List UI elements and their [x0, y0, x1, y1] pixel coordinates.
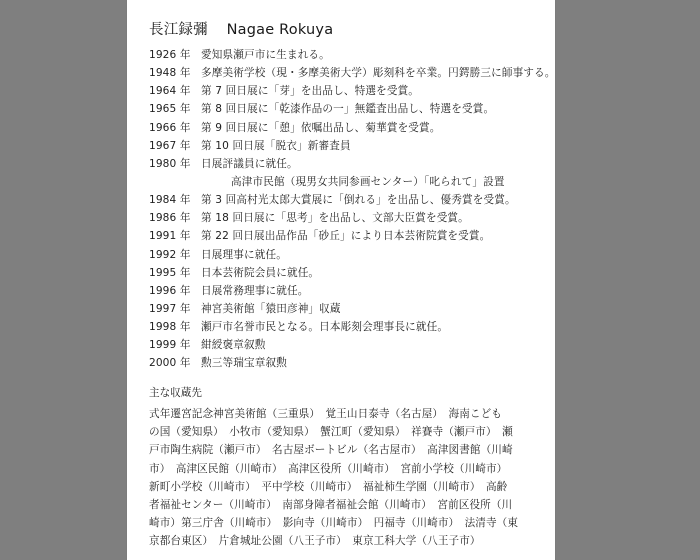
timeline-event: 瀬戸市名誉市民となる。日本彫刻会理事長に就任。	[201, 321, 449, 334]
timeline-row	[149, 82, 549, 100]
collections-line: 市） 高津区民館（川崎市） 高津区役所（川崎市） 宮前小学校（川崎市）	[149, 462, 508, 475]
timeline-event: 第 18 回日展に「思考」を出品し、文部大臣賞を受賞。	[201, 212, 469, 225]
timeline-event: 紺綬褒章叙勲	[201, 339, 266, 352]
collections-heading: 主な収蔵先	[149, 387, 202, 399]
timeline-event: 日展評議員に就任。	[201, 157, 298, 170]
timeline-row	[149, 336, 549, 354]
timeline-year: 1980 年	[149, 157, 191, 170]
timeline-row	[149, 264, 549, 282]
timeline-event: 日展理事に就任。	[201, 248, 287, 261]
timeline-row	[149, 318, 549, 336]
timeline-event: 第 22 回日展出品作品「砂丘」により日本芸術院賞を受賞。	[201, 230, 491, 243]
timeline-event: 高津市民館（現男女共同参画センター）「叱られて」設置	[231, 175, 505, 188]
collections-line: 京都台東区） 片倉城址公園（八王子市） 東京工科大学（八王子市）	[149, 535, 481, 548]
collections-line: 式年遷宮記念神宮美術館（三重県） 覚王山日泰寺（名古屋） 海南こども	[149, 408, 502, 420]
timeline-year: 1926 年	[149, 49, 191, 61]
timeline-year: 1991 年	[149, 230, 191, 243]
collections-list	[149, 405, 529, 551]
timeline-year: 1966 年	[149, 121, 191, 134]
timeline-year: 1992 年	[149, 248, 191, 261]
timeline-row	[149, 300, 549, 318]
timeline-year: 1948 年	[149, 67, 191, 80]
timeline-row	[149, 137, 549, 155]
timeline-row	[149, 191, 549, 209]
timeline-row-continued	[149, 173, 549, 191]
timeline-event: 愛知県瀬戸市に生まれる。	[201, 49, 330, 61]
timeline-year: 2000 年	[149, 357, 191, 370]
collections-line: 者福祉センター（川崎市） 南部身障者福祉会館（川崎市） 宮前区役所（川	[149, 498, 513, 511]
timeline-year: 1964 年	[149, 85, 191, 98]
timeline-row	[149, 46, 549, 64]
timeline	[149, 46, 556, 373]
timeline-row	[149, 246, 549, 264]
timeline-row	[149, 282, 549, 300]
document-page	[127, 0, 555, 560]
timeline-event: 第 10 回日展「脱衣」新審査員	[201, 139, 351, 152]
collections-line: 崎市）第三庁舎（川崎市） 影向寺（川崎市） 円福寺（川崎市） 法清寺（東	[149, 517, 519, 530]
timeline-row	[149, 64, 556, 82]
title-name-en: Nagae Rokuya	[226, 22, 334, 38]
collections-line: 新町小学校（川崎市） 平中学校（川崎市） 福祉柿生学園（川崎市） 高齢	[149, 480, 508, 493]
timeline-event: 第 3 回高村光太郎大賞展に「倒れる」を出品し、優秀賞を受賞。	[201, 194, 516, 207]
timeline-event: 第 8 回日展に「乾漆作品の一」無鑑査出品し、特選を受賞。	[201, 103, 495, 116]
collections-line: 戸市陶生病院（瀬戸市） 名古屋ボートビル（名古屋市） 高津図書館（川崎	[149, 444, 513, 457]
page-title	[149, 18, 333, 39]
timeline-row	[149, 155, 549, 173]
timeline-row	[149, 100, 549, 118]
timeline-event: 勲三等瑞宝章叙勲	[201, 357, 287, 370]
timeline-event: 日展常務理事に就任。	[201, 284, 309, 297]
timeline-year: 1965 年	[149, 103, 191, 116]
title-name-jp: 長江録彌	[149, 22, 208, 38]
timeline-year: 1996 年	[149, 284, 191, 297]
timeline-event: 第 9 回日展に「憩」依嘱出品し、菊華賞を受賞。	[201, 121, 441, 134]
timeline-year: 1997 年	[149, 302, 191, 315]
timeline-year: 1999 年	[149, 339, 191, 352]
timeline-year: 1995 年	[149, 266, 191, 279]
timeline-year: 1998 年	[149, 321, 191, 334]
timeline-row	[149, 227, 549, 245]
timeline-year: 1984 年	[149, 194, 191, 207]
timeline-row	[149, 354, 549, 372]
timeline-year: 1986 年	[149, 212, 191, 225]
timeline-event: 多摩美術学校（現・多摩美術大学）彫刻科を卒業。円鍔勝三に師事する。	[201, 67, 556, 80]
collections-line: の国（愛知県） 小牧市（愛知県） 蟹江町（愛知県） 祥賽寺（瀬戸市） 瀬	[149, 426, 513, 439]
timeline-row	[149, 209, 549, 227]
timeline-row	[149, 119, 549, 137]
timeline-event: 神宮美術館「猿田彦神」収蔵	[201, 302, 341, 315]
timeline-year: 1967 年	[149, 139, 191, 152]
timeline-event: 日本芸術院会員に就任。	[201, 266, 320, 279]
timeline-event: 第 7 回日展に「芽」を出品し、特選を受賞。	[201, 85, 420, 98]
